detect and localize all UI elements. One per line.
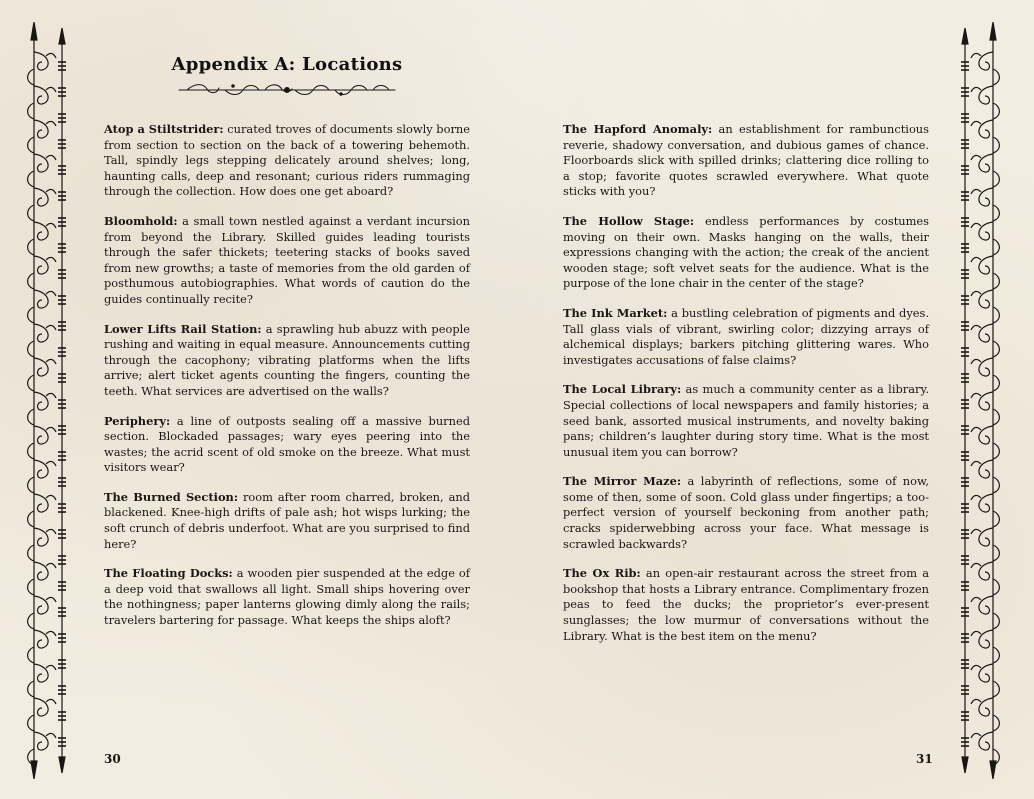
location-entry xyxy=(104,122,470,200)
page-number-left: 30 xyxy=(104,752,121,766)
location-description: curated troves of documents slowly borne from section to section on the back of a towering behemoth. Tall, spindly legs stepping delicately around shelves; long, haunting calls, deep and resonant; curious riders rummaging through the collection. How does one get aboard? xyxy=(104,122,470,199)
location-entry xyxy=(563,122,929,200)
location-description: a wooden pier suspended at the edge of a deep void that swallows all light. Small ships hovering over the nothingness; paper lanterns glowing dimly along the rails; travelers bartering for passage. What keeps the ships aloft? xyxy=(104,566,470,628)
location-entry xyxy=(104,490,470,552)
right-column xyxy=(563,122,929,658)
location-entry xyxy=(563,382,929,460)
location-description: endless performances by costumes moving on their own. Masks hanging on the walls, their expressions changing with the action; the creak of the ancient wooden stage; soft velvet seats for the audience. What is the purpose of the lone chair in the center of the stage? xyxy=(563,213,929,291)
flourish-divider-icon xyxy=(177,81,397,99)
location-name: The Local Library: xyxy=(563,382,682,397)
location-description: an open-air restaurant across the street from a bookshop that hosts a Library entrance. Complimentary frozen peas to feed the ducks; the proprietor’s ever-present sunglasses; the low murmur of conversations without the Library. What is the best item on the menu? xyxy=(563,566,929,643)
location-description: as much a community center as a library. Special collections of local newspapers and family histories; a seed bank, assorted musical instruments, and novelty baking pans; children’s laughter during story time. What is the most unusual item you can borrow? xyxy=(563,382,929,459)
location-name: Periphery: xyxy=(104,413,171,428)
right-vine-border-icon xyxy=(955,22,1005,779)
location-name: The Hapford Anomaly: xyxy=(563,122,713,136)
location-description: room after room charred, broken, and blackened. Knee-high drifts of pale ash; hot wisps lurking; the soft crunch of debris underfoot. What are you surprised to find here? xyxy=(104,489,470,551)
location-name: The Mirror Maze: xyxy=(563,474,682,489)
location-name: The Hollow Stage: xyxy=(563,213,695,228)
location-name: The Ox Rib: xyxy=(563,566,641,581)
left-vine-border-icon xyxy=(22,22,72,779)
location-description: a bustling celebration of pigments and dyes. Tall glass vials of vibrant, swirling color; dizzying arrays of alchemical displays; barkers pitching glittering wares. Who investigates accusations of false claims? xyxy=(563,305,929,367)
location-name: The Burned Section: xyxy=(104,489,239,504)
location-description: a labyrinth of reflections, some of now, some of then, some of soon. Cold glass under fingertips; a too-perfect version of yourself beckoning from another path; cracks spiderwebbing across your face. What message is scrawled backwards? xyxy=(563,474,929,551)
location-name: Atop a Stiltstrider: xyxy=(104,122,224,136)
page-title: Appendix A: Locations xyxy=(171,54,403,75)
location-name: Lower Lifts Rail Station: xyxy=(104,321,262,336)
location-entry xyxy=(104,414,470,476)
location-entry xyxy=(563,306,929,368)
location-description: a small town nestled against a verdant incursion from beyond the Library. Skilled guides leading tourists through the safer thickets; teetering stacks of books saved from new growths; a taste of memories from the old garden of posthumous autobiographies. What words of caution do the guides continually recite? xyxy=(104,213,470,306)
location-entry xyxy=(104,214,470,308)
location-description: an establishment for rambunctious reverie, shadowy conversation, and dubious games of chance. Floorboards slick with spilled drinks; clattering dice rolling to a stop; favorite quotes scrawled everywhere. What quote sticks with you? xyxy=(563,122,929,199)
location-entry xyxy=(104,566,470,628)
location-entry xyxy=(563,566,929,644)
location-name: Bloomhold: xyxy=(104,213,178,228)
left-column xyxy=(104,122,470,643)
location-description: a sprawling hub abuzz with people rushing and waiting in equal measure. Announcements cutting through the cacophony; vibrating platforms when the lifts arrive; alert ticket agents counting the fingers, counting the teeth. What services are advertised on the walls? xyxy=(104,321,470,398)
appendix-heading xyxy=(104,54,470,99)
location-entry xyxy=(104,322,470,400)
location-entry xyxy=(563,474,929,552)
location-description: a line of outposts sealing off a massive burned section. Blockaded passages; wary eyes peering into the wastes; the acrid scent of old smoke on the breeze. What must visitors wear? xyxy=(104,413,470,475)
location-name: The Ink Market: xyxy=(563,305,668,320)
location-entry xyxy=(563,214,929,292)
location-name: The Floating Docks: xyxy=(104,566,233,581)
page-number-right: 31 xyxy=(916,752,933,766)
